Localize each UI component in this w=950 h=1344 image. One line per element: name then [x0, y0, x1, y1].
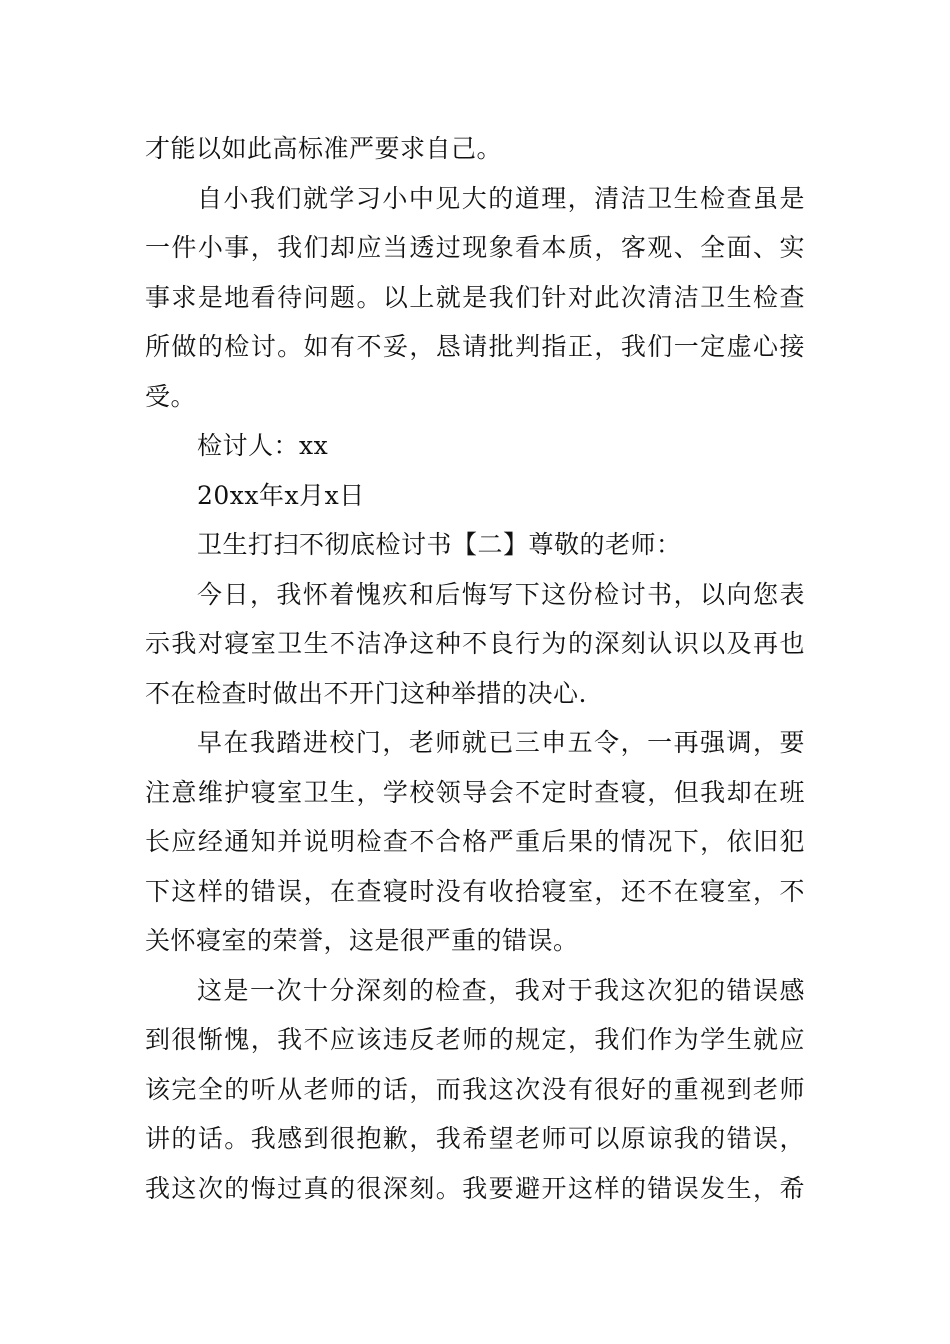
text-line-14: 注意维护寝室卫生，学校领导会不定时查寝，但我却在班 — [145, 777, 805, 807]
signature-line: 检讨人：xx — [197, 431, 329, 460]
text-line-1: 才能以如此高标准严要求自己。 — [145, 134, 503, 163]
text-line-22: 我这次的悔过真的很深刻。我要避开这样的错误发生，希 — [145, 1173, 805, 1203]
text-line-4: 事求是地看待问题。以上就是我们针对此次清洁卫生检查 — [145, 282, 805, 312]
text-line-16: 下这样的错误，在查寝时没有收拾寝室，还不在寝室，不 — [145, 876, 805, 906]
text-line-15: 长应经通知并说明检查不合格严重后果的情况下，依旧犯 — [145, 827, 805, 856]
date-line: 20xx年x月x日 — [197, 480, 365, 510]
text-line-3: 一件小事，我们却应当透过现象看本质，客观、全面、实 — [145, 233, 805, 262]
text-line-20: 该完全的听从老师的话，而我这次没有很好的重视到老师 — [145, 1074, 805, 1104]
text-line-13: 早在我踏进校门，老师就已三申五令，一再强调，要 — [197, 728, 805, 757]
text-line-18: 这是一次十分深刻的检查，我对于我这次犯的错误感 — [197, 975, 805, 1005]
text-line-21: 讲的话。我感到很抱歉，我希望老师可以原谅我的错误， — [145, 1124, 805, 1153]
text-line-12: 不在检查时做出不开门这种举措的决心. — [145, 678, 587, 708]
text-line-2: 自小我们就学习小中见大的道理，清洁卫生检查虽是 — [197, 183, 805, 213]
text-line-6: 受。 — [145, 381, 197, 411]
text-line-10: 今日，我怀着愧疚和后悔写下这份检讨书，以向您表 — [197, 579, 805, 609]
section-heading: 卫生打扫不彻底检讨书【二】尊敬的老师： — [197, 530, 682, 559]
text-line-17: 关怀寝室的荣誉，这是很严重的错误。 — [145, 926, 579, 955]
text-line-5: 所做的检讨。如有不妥，恳请批判指正，我们一定虚心接 — [145, 332, 805, 361]
text-line-19: 到很惭愧，我不应该违反老师的规定，我们作为学生就应 — [145, 1025, 805, 1054]
text-line-11: 示我对寝室卫生不洁净这种不良行为的深刻认识以及再也 — [145, 629, 805, 658]
